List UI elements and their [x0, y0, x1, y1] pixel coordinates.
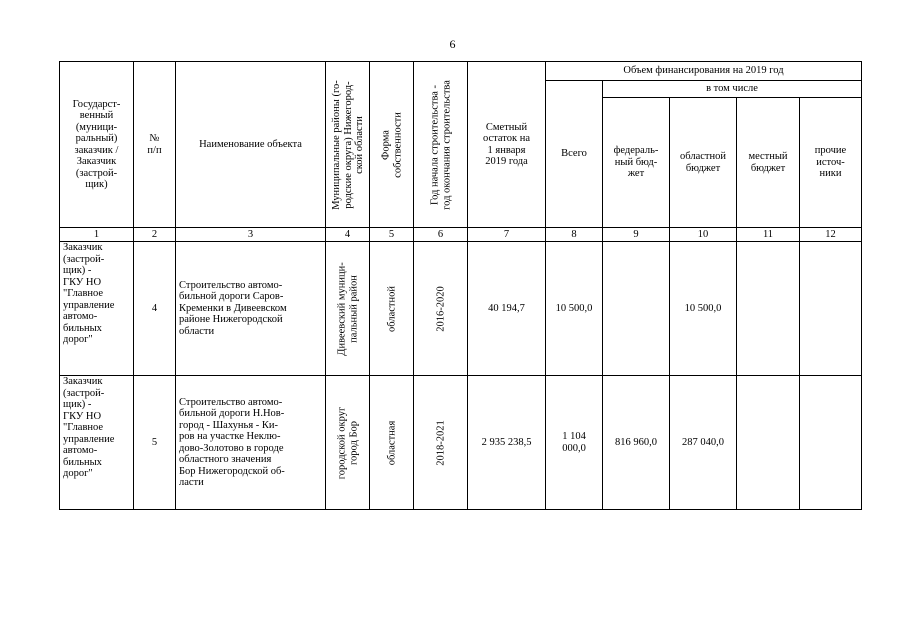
row-balance: 2 935 238,5: [468, 376, 546, 510]
header-funding: Объем финансирования на 2019 год: [546, 62, 862, 81]
row-other: [800, 242, 862, 376]
row-federal: [603, 242, 670, 376]
row-num: 4: [134, 242, 176, 376]
header-districts: Муниципальные районы (го- родские округа) Нижегород- ской области: [326, 62, 370, 228]
financing-table: [59, 61, 862, 510]
row-ownership: областной: [370, 242, 414, 376]
column-numbers-row: [60, 228, 862, 242]
header-other: прочие источ- ники: [800, 98, 862, 228]
col-num: 12: [800, 228, 862, 242]
col-num: 7: [468, 228, 546, 242]
table-row: [60, 242, 862, 376]
row-regional: 287 040,0: [670, 376, 737, 510]
col-num: 1: [60, 228, 134, 242]
col-num: 4: [326, 228, 370, 242]
header-total: Всего: [546, 81, 603, 228]
header-ownership: Форма собственности: [370, 62, 414, 228]
row-customer: Заказчик (застрой- щик) - ГКУ НО "Главное управление автомо- бильных дорог": [60, 376, 134, 510]
col-num: 5: [370, 228, 414, 242]
row-years: 2016-2020: [414, 242, 468, 376]
header-regional: областной бюджет: [670, 98, 737, 228]
col-num: 3: [176, 228, 326, 242]
row-local: [737, 242, 800, 376]
row-balance: 40 194,7: [468, 242, 546, 376]
row-total: 1 104 000,0: [546, 376, 603, 510]
header-local: местный бюджет: [737, 98, 800, 228]
row-regional: 10 500,0: [670, 242, 737, 376]
row-object-name: Строительство автомо- бильной дороги Саров- Кременки в Дивеевском районе Нижегородской области: [176, 242, 326, 376]
col-num: 2: [134, 228, 176, 242]
header-object-name: Наименование объекта: [176, 62, 326, 228]
row-federal: 816 960,0: [603, 376, 670, 510]
header-balance: Сметный остаток на 1 января 2019 года: [468, 62, 546, 228]
row-num: 5: [134, 376, 176, 510]
col-num: 9: [603, 228, 670, 242]
col-num: 6: [414, 228, 468, 242]
header-num: № п/п: [134, 62, 176, 228]
page-number: 6: [449, 37, 456, 51]
table-row: [60, 376, 862, 510]
header-customer: Государст- венный (муници- pальный) заказчик / Заказчик (застрой- щик): [60, 62, 134, 228]
col-num: 10: [670, 228, 737, 242]
row-total: 10 500,0: [546, 242, 603, 376]
row-ownership: областная: [370, 376, 414, 510]
col-num: 8: [546, 228, 603, 242]
header-years: Год начала строительства - год окончания строительства: [414, 62, 468, 228]
row-customer: Заказчик (застрой- щик) - ГКУ НО "Главное управление автомо- бильных дорог": [60, 242, 134, 376]
header-including: в том числе: [603, 81, 862, 98]
row-years: 2018-2021: [414, 376, 468, 510]
row-local: [737, 376, 800, 510]
row-other: [800, 376, 862, 510]
row-object-name: Строительство автомо- бильной дороги Н.Нов- город - Шахунья - Ки- ров на участке Неклю- дово-Золотово в городе областного значения Бор Нижегородской об- ласти: [176, 376, 326, 510]
row-district: городской округ город Бор: [326, 376, 370, 510]
col-num: 11: [737, 228, 800, 242]
header-federal: федераль- ный бюд- жет: [603, 98, 670, 228]
row-district: Дивеевский муници- пальный район: [326, 242, 370, 376]
